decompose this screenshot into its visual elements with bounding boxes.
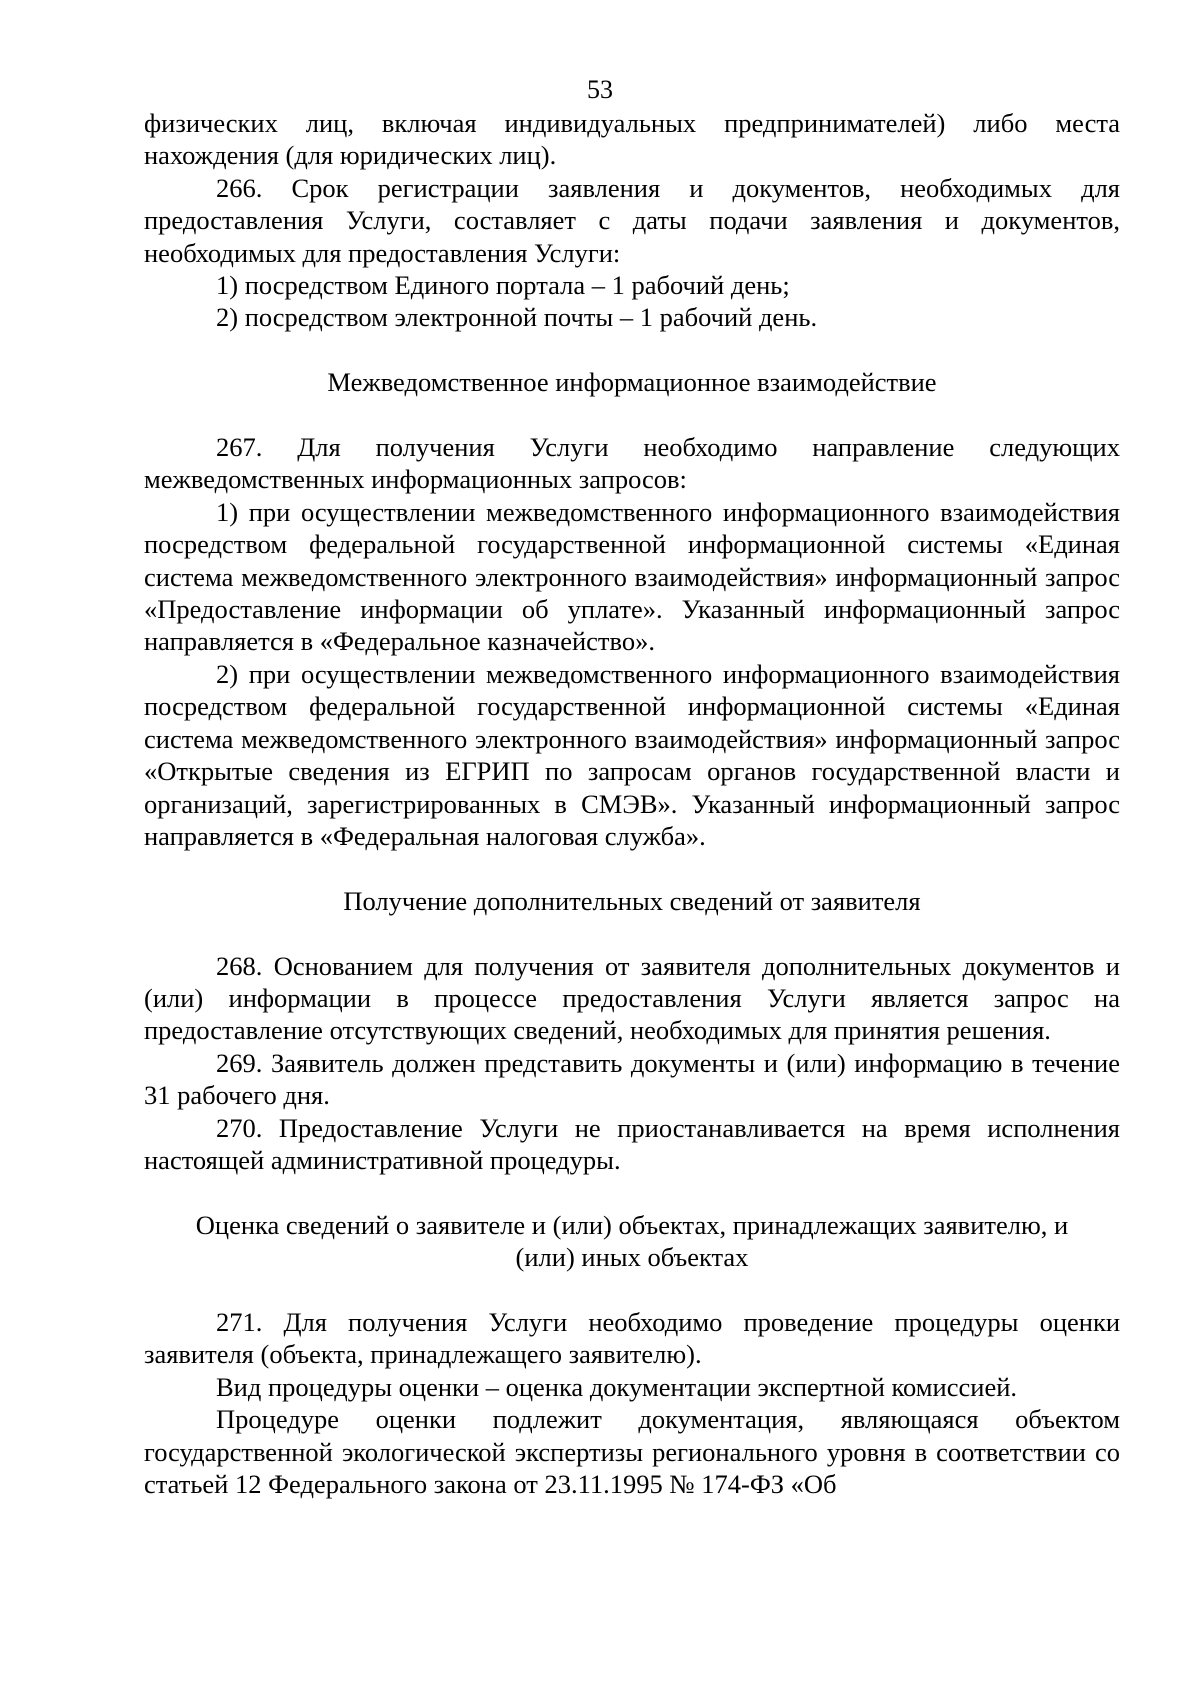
paragraph-continuation: физических лиц, включая индивидуальных предпринимателей) либо места нахождения (для юридических лиц). <box>144 108 1120 171</box>
spacer <box>144 1176 1120 1208</box>
paragraph-269: 269. Заявитель должен представить документы и (или) информацию в течение 31 рабочего дня. <box>144 1047 1120 1111</box>
paragraph-271-a: Вид процедуры оценки – оценка документации экспертной комиссией. <box>216 1371 1018 1402</box>
section-heading-assessment-line1: Оценка сведений о заявителе и (или) объектах, принадлежащих заявителю, и <box>195 1209 1069 1240</box>
spacer <box>144 399 1120 431</box>
paragraph-268: 268. Основанием для получения от заявителя дополнительных документов и (или) информации в процессе предоставления Услуги является запрос на предоставление отсутствующих сведений, необходимых для принятия решения. <box>144 950 1120 1046</box>
section-heading-additional-info: Получение дополнительных сведений от заявителя <box>343 885 921 916</box>
section-heading-interagency: Межведомственное информационное взаимодействие <box>327 367 937 398</box>
section-heading-assessment-line2: (или) иных объектах <box>515 1242 749 1273</box>
paragraph-271: 271. Для получения Услуги необходимо проведение процедуры оценки заявителя (объекта, принадлежащего заявителю). <box>144 1306 1120 1370</box>
spacer <box>144 1274 1120 1306</box>
spacer <box>144 917 1120 949</box>
list-item-267-1: 1) при осуществлении межведомственного информационного взаимодействия посредством федеральной государственной информационной системы «Единая система межведомственного электронного взаимодействия» информационный запрос «Предоставление информации об уплате». Указанный информационный запрос направляется в «Федеральное казначейство». <box>144 496 1120 657</box>
paragraph-266: 266. Срок регистрации заявления и документов, необходимых для предоставления Услуги, составляет с даты подачи заявления и документов, необходимых для предоставления Услуги: <box>144 172 1120 268</box>
paragraph-271-b: Процедуре оценки подлежит документация, являющаяся объектом государственной экологической экспертизы регионального уровня в соответствии со статьей 12 Федерального закона от 23.11.1995 № 174-ФЗ «Об <box>144 1404 1120 1499</box>
document-body <box>144 107 1120 1500</box>
paragraph-267: 267. Для получения Услуги необходимо направление следующих межведомственных информационных запросов: <box>144 432 1120 495</box>
spacer <box>144 852 1120 884</box>
list-item-266-2: 2) посредством электронной почты – 1 рабочий день. <box>216 302 818 333</box>
list-item-266-1: 1) посредством Единого портала – 1 рабочий день; <box>216 270 790 301</box>
list-item-267-2: 2) при осуществлении межведомственного информационного взаимодействия посредством федеральной государственной информационной системы «Единая система межведомственного электронного взаимодействия» информационный запрос «Открытые сведения из ЕГРИП по запросам органов государственной власти и организаций, зарегистрированных в СМЭВ». Указанный информационный запрос направляется в «Федеральная налоговая служба». <box>144 658 1120 851</box>
spacer <box>144 334 1120 366</box>
page-number: 53 <box>587 75 613 104</box>
paragraph-270: 270. Предоставление Услуги не приостанавливается на время исполнения настоящей административной процедуры. <box>144 1112 1120 1175</box>
